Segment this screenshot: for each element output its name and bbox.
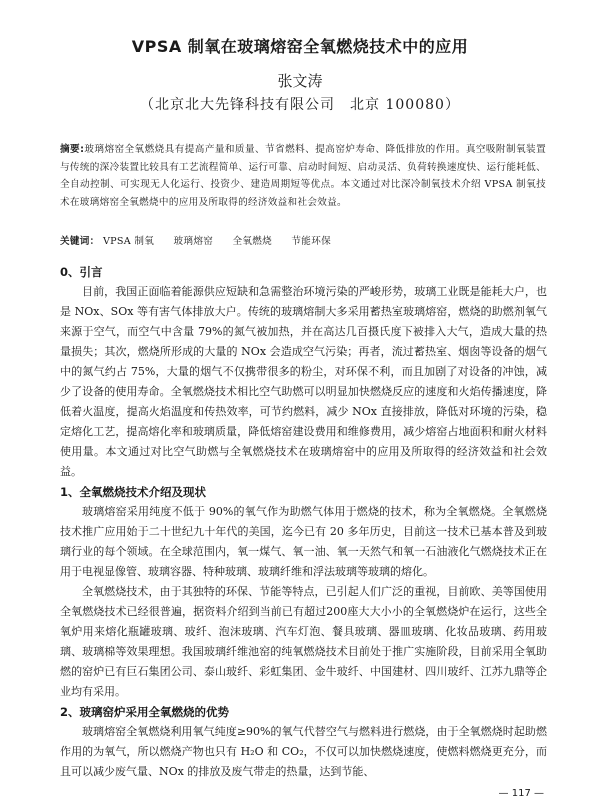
keywords bbox=[60, 233, 546, 247]
page-number: — 117 — bbox=[498, 788, 544, 799]
keyword: VPSA 制氧 bbox=[102, 236, 155, 247]
abstract-text: 玻璃熔窑全氧燃烧具有提高产量和质量、节省燃料、提高窑炉寿命、降低排放的作用。真空吸附制氧装置与传统的深冷装置比较具有工艺流程简单、运行可靠、启动时间短、启动灵活、负荷转换速度快、运行能耗低、全自动控制、可实现无人化运行、投资少、建造周期短等优点。本文通过对比深冷制氧技术介绍 VPSA 制氧技术在玻璃熔窑全氧燃烧中的应用及所取得的经济效益和社会效益。 bbox=[60, 144, 546, 208]
section-heading-2: 2、玻璃窑炉采用全氧燃烧的优势 bbox=[60, 705, 229, 719]
keyword: 玻璃熔窑 bbox=[173, 236, 214, 247]
keyword: 节能环保 bbox=[291, 236, 331, 247]
body-paragraph: 玻璃熔窑采用纯度不低于 90%的氧气作为助燃气体用于燃烧的技术，称为全氧燃烧。全氧燃烧技术推广应用始于二十世纪九十年代的美国，迄今已有 20 多年历史，目前这一技术已基本普及到玻璃行业的每个领域。在全球范围内，氧一煤气、氧一油、氧一天然气和氧一石油液化气燃烧技术正在用于电视显像管、玻璃容器、特种玻璃、玻璃纤维和浮法玻璃等玻璃的熔化。 bbox=[60, 505, 547, 578]
body-paragraph: 玻璃熔窑全氧燃烧利用氧气纯度≥90%的氧气代替空气与燃料进行燃烧，由于全氧燃烧时起助燃作用的为氧气，所以燃烧产物也只有 H₂O 和 CO₂，不仅可以加快燃烧速度，使燃料燃烧更充分，而且可以减少废气量、NOx 的排放及废气带走的热量，达到节能、 bbox=[60, 725, 547, 778]
body-paragraph: 目前，我国正面临着能源供应短缺和急需整治环境污染的严峻形势，玻璃工业既是能耗大户，也是 NOx、SOx 等有害气体排放大户。传统的玻璃熔制大多采用蓄热室玻璃熔窑，燃烧的助燃剂氧气来源于空气，而空气中含量 79%的氮气被加热，并在高达几百摄氏度下被排入大气，造成大量的热量损失；其次，燃烧所形成的大量的 NOx 会造成空气污染；再者，流过蓄热室、烟囱等设备的烟气中的氮气约占 75%，大量的烟气不仅携带很多的粉尘，对环保不利，而且加剧了对设备的冲蚀，减少了设备的使用寿命。全氧燃烧技术相比空气助燃可以明显加快燃烧反应的速度和火焰传播速度，降低着火温度，提高火焰温度和传热效率，可节约燃料，减少 NOx 直接排放，降低对环境的污染，稳定熔化工艺，提高熔化率和玻璃质量，降低熔窑建设费用和维修费用，减少熔窑占地面积和耐火材料使用量。本文通过对比空气助燃与全氧燃烧技术在玻璃熔窑中的应用及所取得的经济效益和社会效益。 bbox=[60, 285, 547, 478]
abstract bbox=[60, 141, 546, 211]
section-heading-1: 1、全氧燃烧技术介绍及现状 bbox=[60, 485, 207, 499]
author-name: 张文涛 bbox=[277, 72, 323, 90]
keywords-label: 关键词： bbox=[60, 236, 100, 247]
body-paragraph: 全氧燃烧技术，由于其独特的环保、节能等特点，已引起人们广泛的重视，目前欧、美等国使用全氧燃烧技术已经很普遍，据资料介绍到当前已有超过200座大大小小的全氧燃烧炉在运行，这些全氧炉用来熔化瓶罐玻璃、玻纤、泡沫玻璃、汽车灯泡、餐具玻璃、器皿玻璃、化妆品玻璃、药用玻璃、玻璃棉等效果理想。我国玻璃纤维池窑的纯氧燃烧技术目前处于推广实施阶段，目前采用全氧助燃的窑炉已有巨石集团公司、泰山玻纤、彩虹集团、金牛玻纤、中国建材、四川玻纤、江苏九鼎等企业均有采用。 bbox=[60, 585, 547, 698]
paper-title: VPSA 制氧在玻璃熔窑全氧燃烧技术中的应用 bbox=[131, 37, 469, 56]
author-affiliation: （北京北大先锋科技有限公司 北京 100080） bbox=[140, 97, 460, 113]
paper-body bbox=[60, 262, 547, 782]
section-heading-intro: 0、引言 bbox=[60, 265, 103, 279]
keyword: 全氧燃烧 bbox=[232, 236, 273, 247]
abstract-label: 摘要: bbox=[60, 144, 85, 155]
